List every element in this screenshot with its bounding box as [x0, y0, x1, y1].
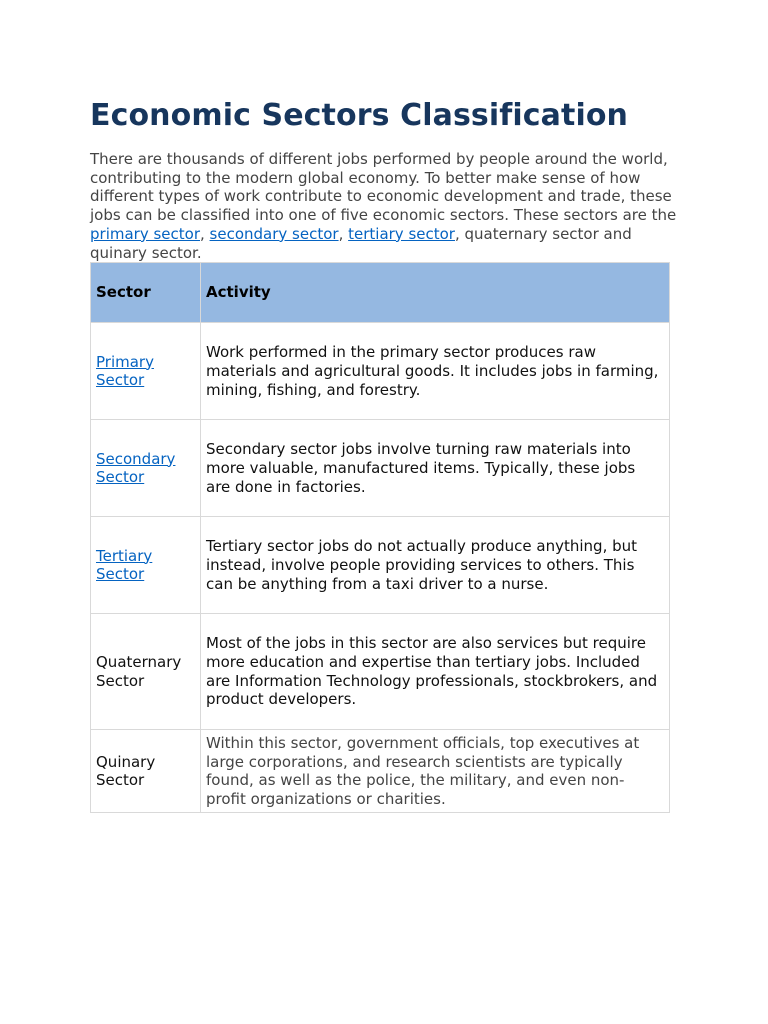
table-header-row: [91, 263, 670, 323]
sectors-table: [90, 262, 670, 813]
activity-cell: Tertiary sector jobs do not actually produce anything, but instead, involve people providing services to others. This can be anything from a taxi driver to a nurse.: [201, 517, 670, 614]
secondary-sector-link[interactable]: secondary sector: [209, 224, 339, 243]
sector-column-header: Sector: [91, 263, 201, 323]
table-row: [91, 517, 670, 614]
sector-cell: [91, 517, 201, 614]
sector-cell: [91, 420, 201, 517]
activity-cell: Within this sector, government officials, top executives at large corporations, and research scientists are typically found, as well as the police, the military, and even non-profit organizations or charities.: [201, 730, 670, 813]
activity-cell: Work performed in the primary sector produces raw materials and agricultural goods. It includes jobs in farming, mining, fishing, and forestry.: [201, 323, 670, 420]
secondary-sector-row-link[interactable]: Secondary Sector: [96, 449, 176, 487]
document-page: [90, 96, 680, 813]
intro-text-before: There are thousands of different jobs performed by people around the world, contributing to the modern global economy. To better make sense of how different types of work contribute to economic development and trade, these jobs can be classified into one of five economic sectors. These sectors are the: [90, 150, 677, 225]
table-row: [91, 323, 670, 420]
tertiary-sector-link[interactable]: tertiary sector: [348, 224, 455, 243]
activity-cell: Most of the jobs in this sector are also services but require more education and expertise than tertiary jobs. Included are Information Technology professionals, stockbrokers, and product developers.: [201, 614, 670, 730]
intro-paragraph: [90, 150, 678, 262]
intro-text-after: , quaternary sector and quinary sector.: [90, 224, 632, 262]
tertiary-sector-row-link[interactable]: Tertiary Sector: [96, 546, 153, 584]
activity-cell: Secondary sector jobs involve turning raw materials into more valuable, manufactured items. Typically, these jobs are done in factories.: [201, 420, 670, 517]
intro-separator-1: ,: [200, 224, 210, 243]
intro-separator-2: ,: [338, 224, 349, 243]
activity-column-header: Activity: [201, 263, 670, 323]
sector-cell: [91, 323, 201, 420]
primary-sector-link[interactable]: primary sector: [90, 224, 200, 243]
sector-cell: Quinary Sector: [91, 730, 201, 813]
table-row: [91, 614, 670, 730]
primary-sector-row-link[interactable]: Primary Sector: [96, 352, 154, 390]
page-title: Economic Sectors Classification: [90, 98, 629, 133]
table-row: [91, 730, 670, 813]
table-row: [91, 420, 670, 517]
sector-cell: Quaternary Sector: [91, 614, 201, 730]
